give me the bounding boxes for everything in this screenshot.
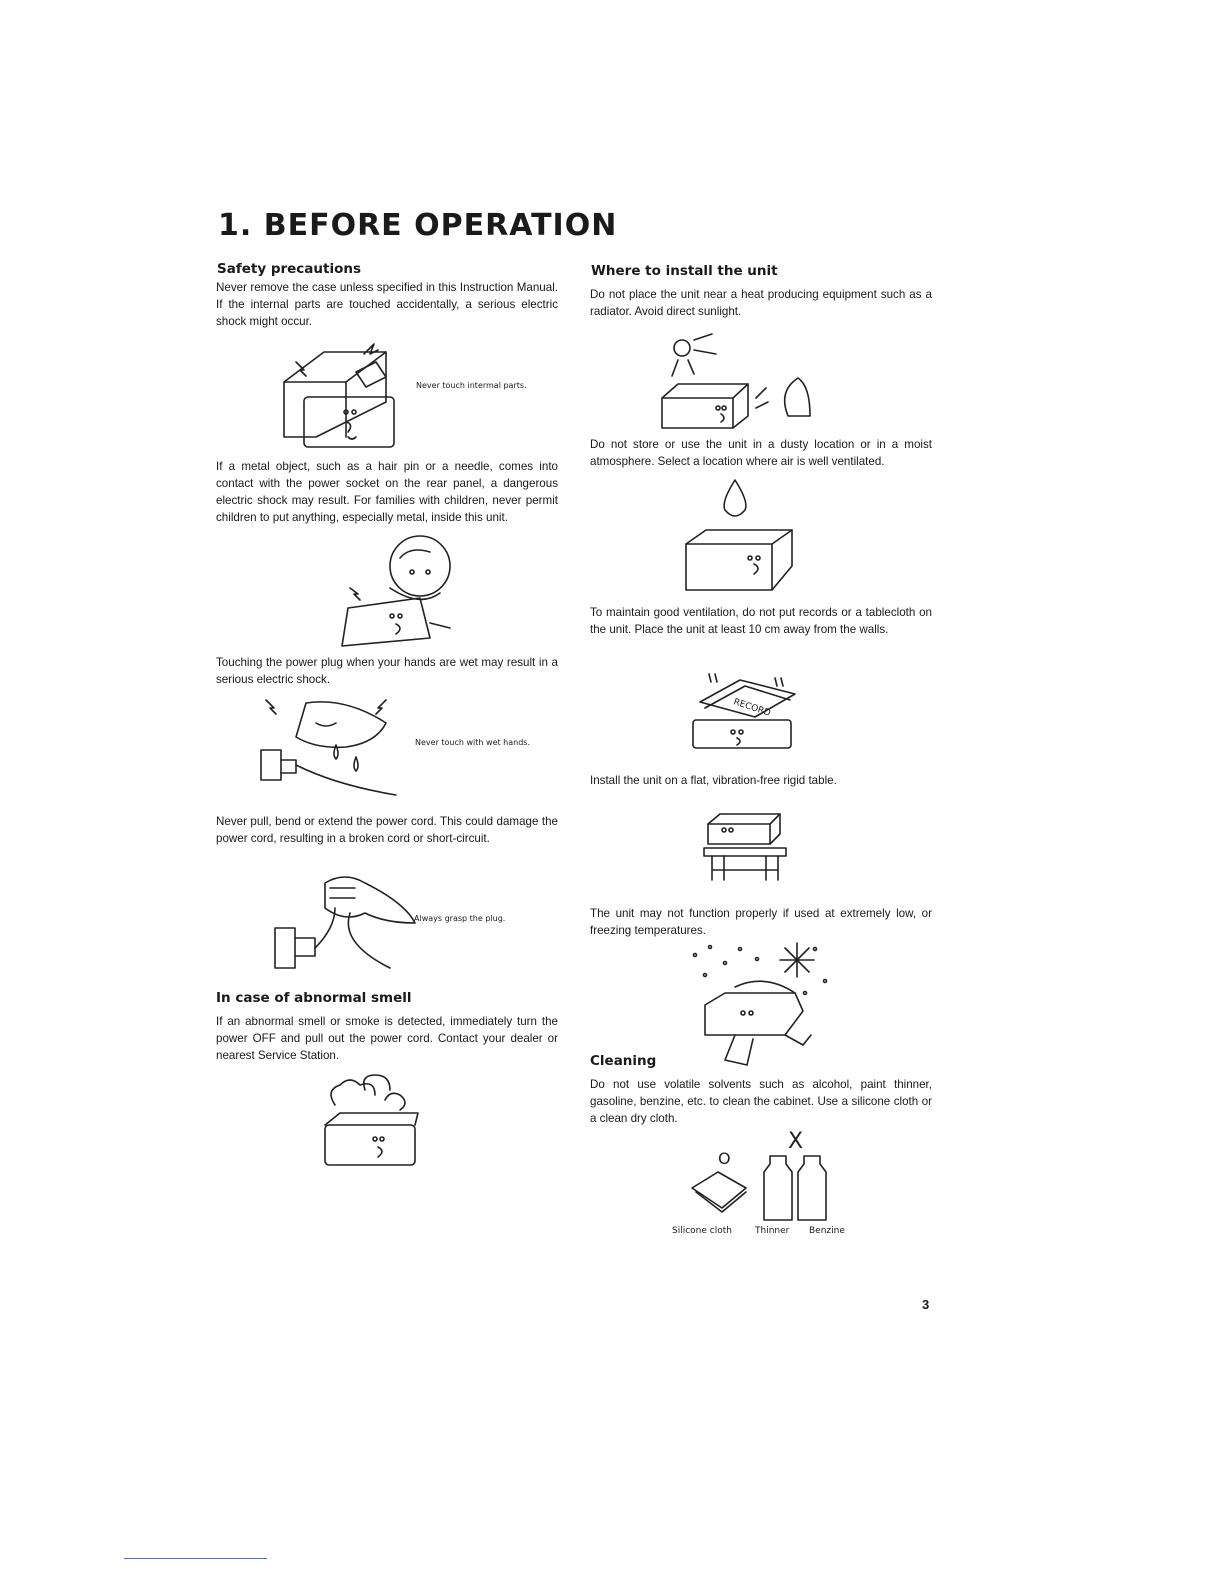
benzine-label: Benzine	[809, 1226, 845, 1236]
safety-precautions-text: Never remove the case unless specified in this Instruction Manual. If the internal parts are touched accidentally, a serious electric shock might occur.	[216, 281, 558, 328]
metal-object-text: If a metal object, such as a hair pin or a needle, comes into contact with the power socket on the rear panel, a dangerous electric shock may result. For families with children, never permit children to put anything, especially metal, inside this unit.	[216, 460, 558, 524]
child-illustration	[330, 528, 480, 653]
page-number: 3	[922, 1297, 930, 1312]
power-cord-text: Never pull, bend or extend the power cord. This could damage the power cord, resulting in a broken cord or short-circuit.	[216, 815, 558, 845]
silicone-cloth-label: Silicone cloth	[672, 1226, 732, 1236]
wet-hands-text: Touching the power plug when your hands are wet may result in a serious electric shock.	[216, 656, 558, 686]
table-illustration	[700, 808, 790, 883]
ng-mark: X	[788, 1129, 804, 1154]
moisture-illustration	[680, 478, 800, 598]
child-with-unit-icon	[330, 528, 480, 653]
cleaning-illustration	[688, 1128, 858, 1228]
where-to-install-heading: Where to install the unit	[591, 263, 778, 279]
thinner-label: Thinner	[755, 1226, 790, 1236]
cleaning-items-icon	[688, 1128, 858, 1228]
wet-hands-caption: Never touch with wet hands.	[415, 738, 530, 747]
wet-hand-plug-icon	[256, 695, 416, 805]
records-unit-icon	[685, 672, 805, 757]
abnormal-smell-heading: In case of abnormal smell	[216, 990, 412, 1006]
ventilation-text: To maintain good ventilation, do not put records or a tablecloth on the unit. Place the unit at least 10 cm away from the walls.	[590, 606, 932, 636]
record-label: RECORD	[732, 697, 772, 719]
drop-unit-icon	[680, 478, 800, 598]
cleaning-text: Do not use volatile solvents such as alcohol, paint thinner, gasoline, benzine, etc. to clean the cabinet. Use a silicone cloth or a clean dry cloth.	[590, 1078, 932, 1125]
smoking-unit-icon	[320, 1075, 420, 1170]
where-to-install-text: Do not place the unit near a heat producing equipment such as a radiator. Avoid direct sunlight.	[590, 288, 932, 318]
ok-mark: O	[718, 1149, 731, 1168]
unit-on-table-icon	[700, 808, 790, 883]
freezing-temperatures-text: The unit may not function properly if used at extremely low, or freezing temperatures.	[590, 907, 932, 937]
cleaning-heading: Cleaning	[590, 1053, 657, 1069]
dusty-location-text: Do not store or use the unit in a dusty location or in a moist atmosphere. Select a location where air is well ventilated.	[590, 438, 932, 468]
records-on-unit-illustration	[685, 672, 805, 757]
cold-unit-snow-icon	[685, 935, 835, 1070]
scan-artifact-line	[124, 1558, 267, 1559]
internal-parts-caption: Never touch intermal parts.	[416, 381, 527, 390]
page-title: 1. BEFORE OPERATION	[218, 208, 618, 243]
grasp-plug-caption: Always grasp the plug.	[414, 914, 506, 923]
smoke-illustration	[320, 1075, 420, 1170]
sun-iron-unit-icon	[648, 328, 828, 428]
abnormal-smell-text: If an abnormal smell or smoke is detected, immediately turn the power OFF and pull out the power cord. Contact your dealer or nearest Service Station.	[216, 1015, 558, 1062]
safety-precautions-heading: Safety precautions	[217, 261, 362, 277]
wet-hands-illustration	[256, 695, 416, 805]
heat-sunlight-illustration	[648, 328, 828, 428]
unit-shock-icon	[276, 342, 566, 452]
freezing-illustration	[685, 935, 835, 1070]
grasp-plug-illustration	[270, 868, 410, 978]
flat-table-text: Install the unit on a flat, vibration-free rigid table.	[590, 774, 837, 787]
hand-grasp-plug-icon	[270, 868, 410, 978]
internal-parts-illustration	[276, 342, 566, 452]
